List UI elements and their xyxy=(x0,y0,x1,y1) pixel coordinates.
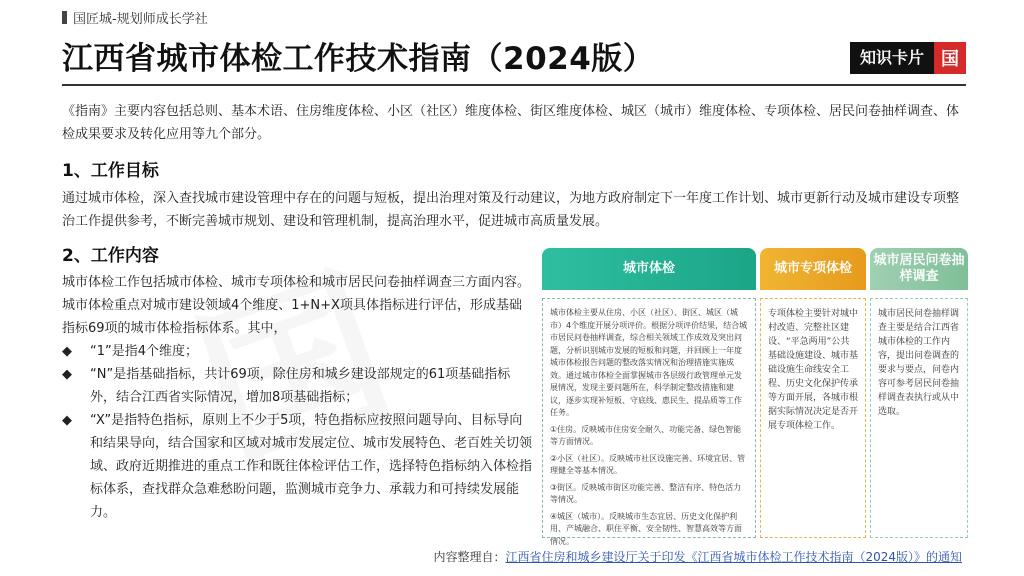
brand-line xyxy=(62,8,208,27)
source-link[interactable]: 江西省住房和城乡建设厅关于印发《江西省城市体检工作技术指南（2024版）》的通知 xyxy=(505,550,962,564)
bullet-item xyxy=(62,363,532,409)
brand-name: 国匠城-规划师成长学社 xyxy=(73,12,208,27)
section2-text: 城市体检工作包括城市体检、城市专项体检和城市居民问卷抽样调查三方面内容。城市体检重点对城市建设领域4个维度、1+N+X项具体指标进行评估，形成基础指标69项的城市体检指标体系。其中， xyxy=(62,275,531,336)
panel-title: 城市居民问卷抽样调查 xyxy=(870,248,968,290)
source-footer xyxy=(433,548,962,565)
panel-resident-survey xyxy=(870,248,968,538)
knowledge-card-badge xyxy=(850,42,966,74)
section1-text: 通过城市体检，深入查找城市建设管理中存在的问题与短板，提出治理对策及行动建议，为地方政府制定下一年度工作计划、城市更新行动及城市建设专项整治工作提供参考，不断完善城市规划、建设和管理机制，提高治理水平，促进城市高质量发展。 xyxy=(62,191,960,229)
panel-city-checkup xyxy=(542,248,756,546)
diamond-bullet-icon: ◆ xyxy=(62,344,72,359)
bullet-text: “X”是指特色指标，原则上不少于5项，特色指标应按照问题导向、目标导向和结果导向，结合国家和区域对城市发展定位、城市发展特色、老百姓关切领域、政府近期推进的重点工作和既往体检评估工作，选择特色指标纳入体检指标体系，查找群众急难愁盼问题，监测城市竞争力、承载力和可持续发展能力。 xyxy=(90,413,533,520)
guojiang-logo-icon xyxy=(934,42,966,74)
panel-paragraph: 城市居民问卷抽样调查主要是结合江西省城市体检的工作内容，提出问卷调查的要求与要点，问卷内容可参考居民问卷抽样调查表执行或从中选取。 xyxy=(878,309,960,417)
bullet-item xyxy=(62,340,532,363)
badge-label: 知识卡片 xyxy=(850,42,934,74)
panel-special-checkup xyxy=(760,248,866,538)
page-title: 江西省城市体检工作技术指南（2024版） xyxy=(62,41,655,77)
intro-paragraph: 《指南》主要内容包括总则、基本术语、住房维度体检、小区（社区）维度体检、街区维度体检、城区（城市）维度体检、专项体检、居民问卷抽样调查、体检成果要求及转化应用等九个部分。 xyxy=(62,104,960,142)
brand-bar-icon xyxy=(62,11,67,24)
panel-paragraph: ②小区（社区）。反映城市社区设施完善、环境宜居、管理健全等基本情况。 xyxy=(550,453,746,475)
title-divider xyxy=(62,84,966,86)
bullet-item xyxy=(62,409,532,524)
panel-body xyxy=(760,298,866,538)
panel-paragraph: 专项体检主要针对城中村改造、完整社区建设、“平急两用”公共基础设施建设、城市基础设施生命线安全工程、历史文化保护传承等方面开展，各城市根据实际情况决定是否开展专项体检工作。 xyxy=(768,309,859,431)
panel-body xyxy=(870,298,968,538)
panel-paragraph: ④城区（城市）。反映城市生态宜居、历史文化保护利用、产城融合、职住平衡、安全韧性、智慧高效等方面情况。 xyxy=(550,511,742,546)
logo-glyph: 国 xyxy=(941,49,959,70)
panel-body xyxy=(542,298,756,546)
section2-heading: 2、工作内容 xyxy=(62,246,159,266)
section2-content xyxy=(62,271,532,524)
section1-heading: 1、工作目标 xyxy=(62,161,159,181)
source-label: 内容整理自： xyxy=(433,550,506,564)
diamond-bullet-icon: ◆ xyxy=(62,413,72,428)
panel-paragraph: 城市体检主要从住房、小区（社区）、街区、城区（城市）4个维度开展分项评价。根据分项评价结果，结合城市居民问卷抽样调查，综合相关领域工作成效及突出问题，分析识别城市发展的短板和问题，并回顾上一年度城市体检报告问题的整改落实情况和治理措施实施成效。通过城市体检全面掌握城市各层级行政管理单元发展情况，发现主要问题所在，科学制定整改措施和建议，逐步实现补短板、守底线、惠民生、提品质等工作任务。 xyxy=(550,308,748,417)
panel-paragraph: ③街区。反映城市街区功能完善、整洁有序、特色活力等情况。 xyxy=(550,482,742,504)
diamond-bullet-icon: ◆ xyxy=(62,367,72,382)
panel-paragraph: ①住房。反映城市住房安全耐久、功能完备、绿色智能等方面情况。 xyxy=(550,424,742,446)
bullet-text: “N”是指基础指标，共计69项，除住房和城乡建设部规定的61项基础指标外，结合江西省实际情况，增加8项基础指标； xyxy=(90,367,511,405)
bullet-text: “1”是指4个维度； xyxy=(90,344,199,359)
panel-title: 城市专项体检 xyxy=(760,248,866,290)
panel-title: 城市体检 xyxy=(542,248,756,290)
